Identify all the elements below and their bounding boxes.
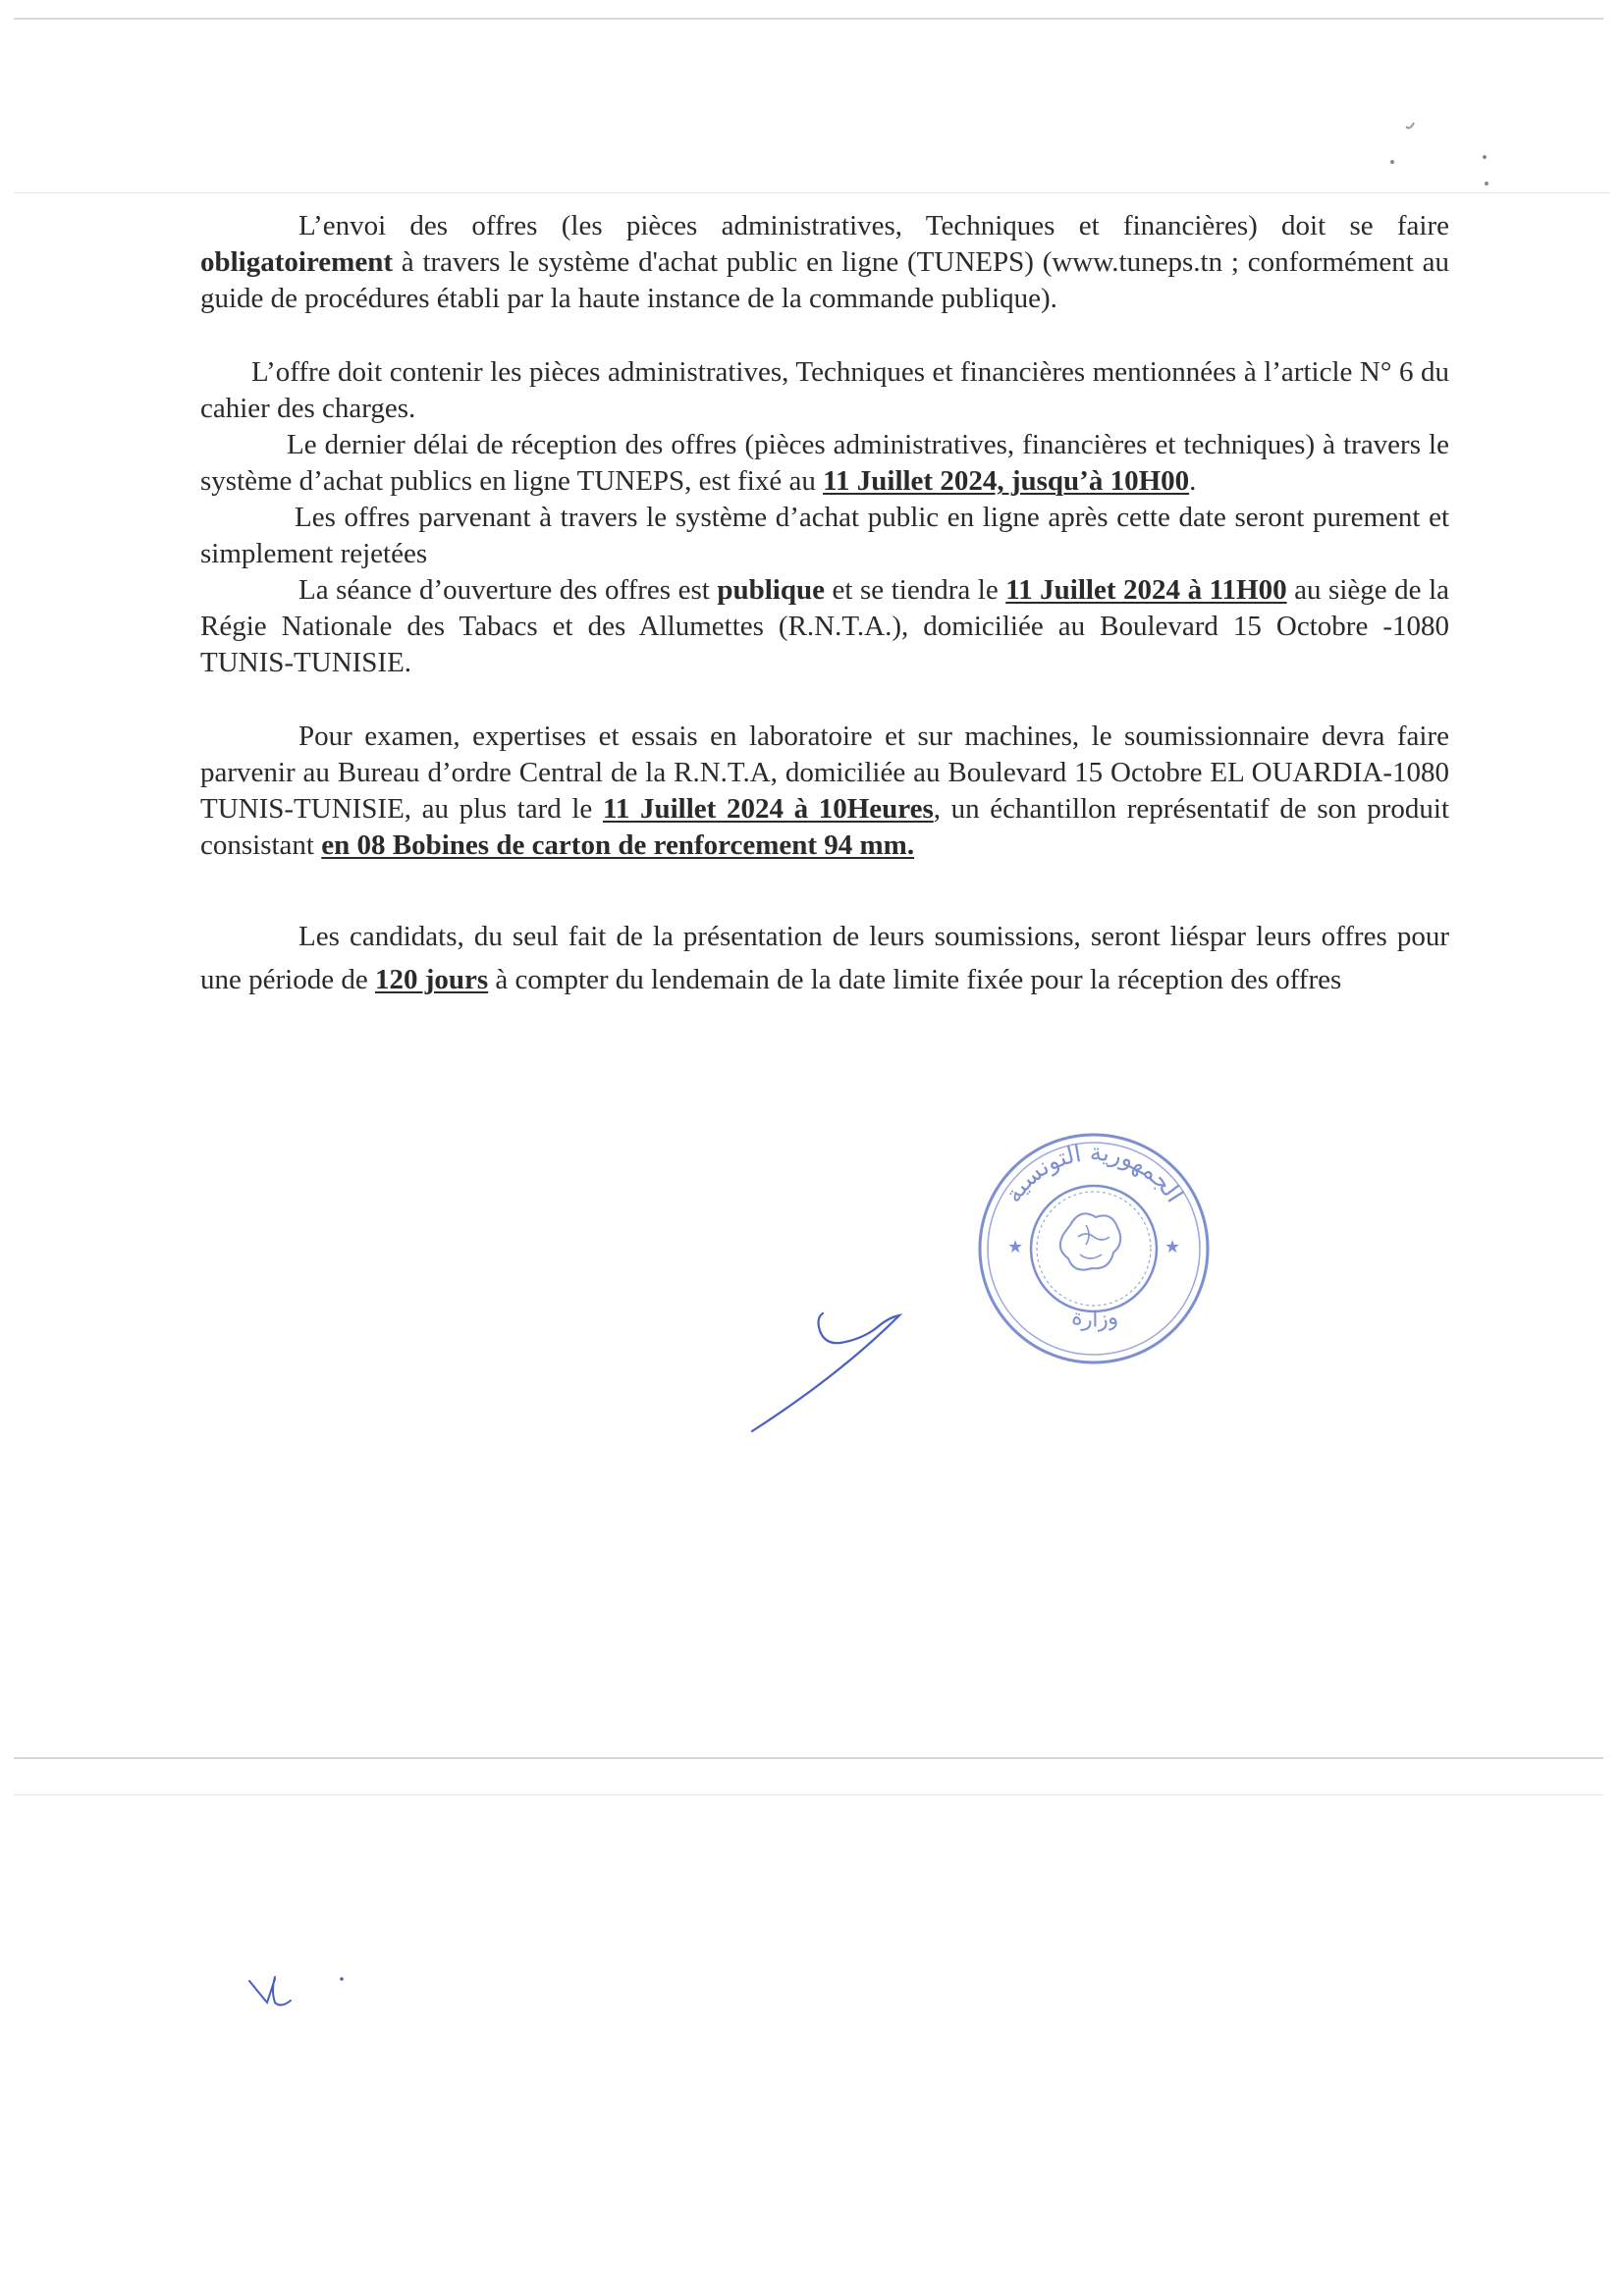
- top-scan-border: [14, 18, 1603, 20]
- text: à travers le système d'achat public en ligne (TUNEPS) (www.tuneps.tn ; conformément au guide de procédures établi par la haute instance de la commande publique).: [200, 246, 1449, 314]
- text: La séance d’ouverture des offres est: [298, 574, 718, 606]
- text: au siège de la Régie Nationale des Tabacs et des Allumettes (R.N.T.A.), domiciliée au Boulevard 15 Octobre -1080 TUNIS-TUNISIE.: [200, 574, 1450, 678]
- footer-divider: [14, 1757, 1603, 1759]
- svg-text:وزارة: [1069, 1305, 1120, 1332]
- document-body: [200, 208, 1449, 1001]
- text: L’envoi des offres (les pièces administratives, Techniques et financières) doit se faire: [298, 210, 1449, 241]
- spacer: [200, 864, 1449, 915]
- header-divider: [14, 192, 1609, 193]
- paragraph-submission: [200, 208, 1449, 317]
- deadline-date: 11 Juillet 2024, jusqu’à 10H00: [823, 465, 1190, 497]
- text: à compter du lendemain de la date limite fixée pour la réception des offres: [488, 964, 1342, 995]
- svg-text:★: ★: [1007, 1237, 1024, 1257]
- paragraph-offer-content: [200, 354, 1449, 427]
- svg-text:الجمهورية التونسية: [1000, 1139, 1189, 1207]
- paragraph-late-offers: [200, 500, 1449, 572]
- bold-text: obligatoirement: [200, 246, 393, 278]
- signature: [738, 1306, 915, 1433]
- sample-date: 11 Juillet 2024 à 10Heures: [602, 793, 934, 825]
- text: , un échantillon représentatif de son produit consistant: [200, 793, 1450, 861]
- text: L’offre doit contenir les pièces administratives, Techniques et financières mentionnées à l’article N° 6 du cahier des charges.: [200, 356, 1449, 424]
- text: Pour examen, expertises et essais en laboratoire et sur machines, le soumissionnaire devra faire parvenir au Bureau d’ordre Central de la R.N.T.A, domiciliée au Boulevard 15 Octobre EL OUARDIA-1080 TUNIS-TUNISIE, au plus tard le: [200, 721, 1449, 825]
- text: Les candidats, du seul fait de la présentation de leurs soumissions, seront liéspar leurs offres pour une période de: [200, 921, 1449, 995]
- stamp-inner-text: وزارة: [1069, 1305, 1120, 1333]
- paragraph-validity: [200, 915, 1449, 1001]
- spacer: [200, 681, 1449, 719]
- spacer: [200, 317, 1449, 354]
- handwritten-initials: [245, 1963, 353, 2022]
- paragraph-samples: [200, 719, 1449, 864]
- text: Le dernier délai de réception des offres (pièces administratives, financières et techniques) à travers le système d’achat publics en ligne TUNEPS, est fixé au: [200, 429, 1449, 497]
- text: et se tiendra le: [825, 574, 1006, 606]
- opening-date: 11 Juillet 2024 à 11H00: [1005, 574, 1287, 606]
- paragraph-deadline: [200, 427, 1449, 500]
- text: .: [1189, 465, 1197, 497]
- scan-marks: [1375, 113, 1502, 191]
- footer-divider-light: [14, 1794, 1603, 1795]
- stamp-outer-text: الجمهورية التونسية: [999, 1138, 1189, 1207]
- official-stamp: [972, 1127, 1216, 1370]
- paragraph-opening-session: [200, 572, 1449, 681]
- svg-text:★: ★: [1164, 1237, 1181, 1257]
- text: Les offres parvenant à travers le système d’achat public en ligne après cette date seront purement et simplement rejetées: [200, 502, 1449, 569]
- bold-text: publique: [717, 574, 825, 606]
- sample-description: en 08 Bobines de carton de renforcement 94 mm.: [321, 829, 915, 861]
- validity-period: 120 jours: [374, 964, 489, 995]
